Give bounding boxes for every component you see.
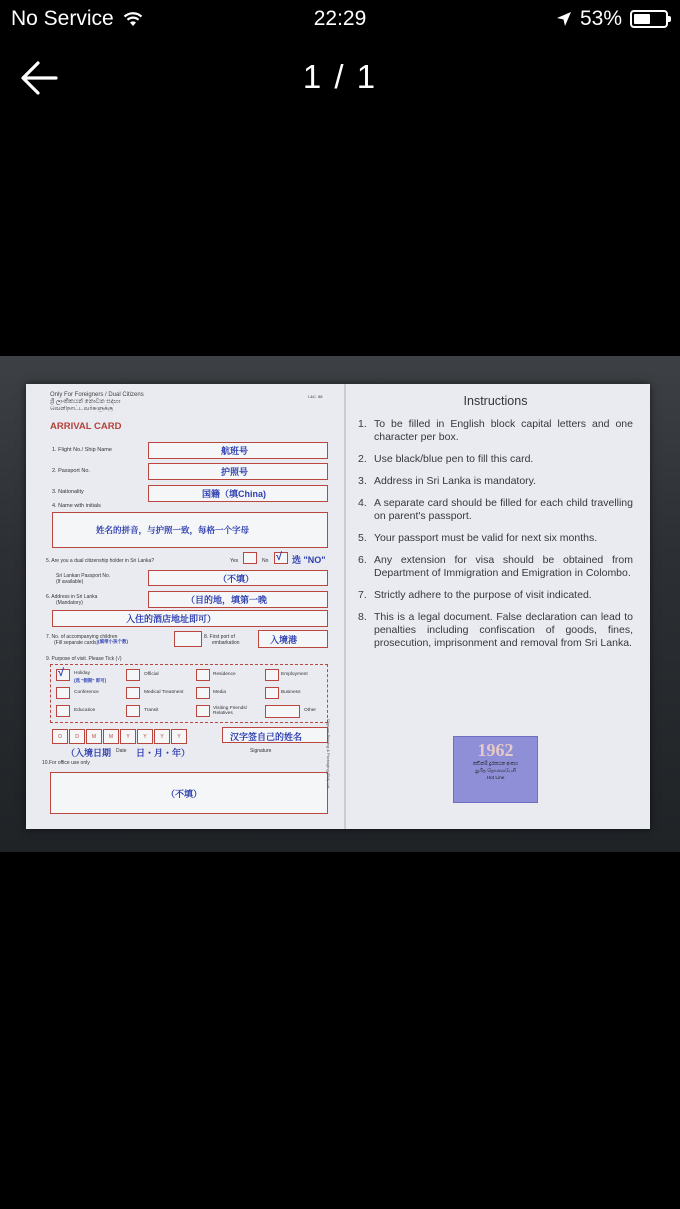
carrier-text: No Service [11, 7, 114, 30]
card-header-sinhala: ශ්‍රී ලාංකිකයන් නොවන සඳහා [50, 399, 121, 405]
address-handwriting-2: 入住的酒店地址即可） [126, 614, 217, 624]
purpose-media-checkbox[interactable] [196, 687, 210, 699]
purpose-label: 9. Purpose of visit. Please Tick (√) [46, 656, 122, 662]
purpose-medical-label: Medical Treatment [144, 690, 184, 695]
instruction-text: Any extension for visa should be obtained from Department of Immigration and Emigration in Colombo. [374, 554, 633, 579]
clock: 22:29 [313, 7, 367, 30]
purpose-official-checkbox[interactable] [126, 669, 140, 681]
instruction-number: 1. [358, 418, 367, 430]
purpose-education-label: Education [74, 708, 96, 713]
purpose-visiting-label: Visiting Friends/ Relatives [213, 706, 248, 716]
children-sub: (Fill separate cards) [54, 640, 99, 646]
printer-credit: Digicom Printing & Packaging (Pvt) Ltd. [326, 719, 331, 790]
children-handwriting: (填带小孩个数) [98, 639, 128, 644]
sl-passport-label: Sri Lankan Passport No. [56, 573, 111, 579]
address-sub: (Mandatory) [56, 600, 83, 606]
dual-yes-checkbox[interactable] [243, 552, 257, 564]
date-box[interactable]: Y [154, 729, 170, 744]
page-counter: 1 / 1 [302, 58, 378, 95]
port-sub: embarkation [212, 640, 240, 646]
no-label: No [262, 558, 269, 564]
status-right [556, 7, 668, 31]
hotline-number: 1962 [477, 740, 514, 760]
purpose-transit-checkbox[interactable] [126, 705, 140, 717]
instruction-text: A separate card should be filled for each child travelling on parent's passport. [374, 497, 633, 522]
hotline-tamil: துரித தொலைபேசி [475, 769, 516, 774]
name-label: 4. Name with initials [52, 503, 101, 509]
instruction-number: 5. [358, 532, 367, 544]
passport-handwriting: 护照号 [221, 467, 249, 477]
date-label: Date [116, 748, 127, 754]
instruction-text: Address in Sri Lanka is mandatory. [374, 475, 537, 487]
office-handwriting: （不填） [166, 789, 203, 799]
instructions-title: Instructions [463, 394, 528, 408]
instruction-item [358, 554, 633, 580]
dual-citizen-label: 5. Are you a dual citizenship holder in Sri Lanka? [46, 558, 155, 564]
form-code: I.&C. 58 [308, 394, 323, 399]
address-label: 6. Address in Sri Lanka [46, 594, 98, 600]
office-label: 10.For office use only [42, 760, 90, 766]
instruction-item [358, 532, 633, 545]
status-bar [0, 0, 680, 40]
instruction-item [358, 475, 633, 488]
instruction-text: Use black/blue pen to fill this card. [374, 453, 534, 465]
viewer-nav-bar [0, 48, 680, 104]
purpose-residence-checkbox[interactable] [196, 669, 210, 681]
instruction-number: 2. [358, 453, 367, 465]
purpose-visiting-checkbox[interactable] [196, 705, 210, 717]
date-box[interactable]: M [103, 729, 119, 744]
yes-label: Yes [230, 558, 239, 564]
hotline-sinhala: කඩිනම් දුරකථන අංකය [472, 762, 519, 767]
purpose-media-label: Media [213, 690, 227, 695]
purpose-conference-label: Conference [74, 690, 99, 695]
arrival-card [26, 384, 650, 829]
instruction-number: 3. [358, 475, 367, 487]
purpose-education-checkbox[interactable] [56, 705, 70, 717]
dual-handwriting: 选 "NO" [292, 555, 326, 565]
instruction-item [358, 611, 633, 650]
instruction-number: 7. [358, 589, 367, 601]
signature-handwriting: 汉字签自己的姓名 [230, 732, 303, 742]
nationality-label: 3. Nationality [52, 489, 84, 495]
purpose-business-label: Business [281, 690, 301, 695]
flight-label: 1. Flight No./ Ship Name [52, 447, 112, 453]
purpose-other-field[interactable] [265, 705, 300, 718]
purpose-holiday-label: Holiday [74, 671, 90, 676]
hotline-label: Hot Line [486, 776, 505, 781]
date-box[interactable]: Y [120, 729, 136, 744]
date-box[interactable]: M [86, 729, 102, 744]
instructions-panel [358, 394, 633, 659]
card-fold [344, 384, 346, 829]
instruction-item [358, 589, 633, 602]
sl-passport-sub: (If available) [56, 579, 84, 585]
battery-percent: 53% [579, 7, 622, 30]
battery-icon [630, 10, 668, 28]
purpose-employment-checkbox[interactable] [265, 669, 279, 681]
purpose-conference-checkbox[interactable] [56, 687, 70, 699]
port-handwriting: 入境港 [270, 635, 298, 645]
arrival-card-form [50, 392, 340, 432]
name-handwriting: 姓名的拼音，与护照一致，每格一个字母 [96, 525, 250, 535]
children-field[interactable] [174, 631, 202, 647]
sl-passport-handwriting: （不填） [218, 574, 255, 584]
purpose-official-label: Official [144, 672, 159, 677]
instruction-number: 4. [358, 497, 367, 509]
instruction-number: 8. [358, 611, 367, 623]
address-handwriting-1: （目的地，填第一晚 [186, 595, 268, 605]
flight-handwriting: 航班号 [221, 446, 249, 456]
date-box[interactable]: Y [137, 729, 153, 744]
purpose-business-checkbox[interactable] [265, 687, 279, 699]
signature-label: Signature [250, 748, 272, 754]
nationality-handwriting: 国籍（填China) [202, 489, 266, 499]
passport-label: 2. Passport No. [52, 468, 90, 474]
location-arrow-icon [556, 11, 572, 27]
purpose-employment-label: Employment [281, 672, 308, 677]
purpose-medical-checkbox[interactable] [126, 687, 140, 699]
card-header-tamil: வெளிநாட்டவர்களுக்கு [50, 406, 114, 412]
document-photo[interactable] [0, 356, 680, 852]
instruction-item [358, 497, 633, 523]
date-format-handwriting: 日・月・年） [136, 748, 191, 758]
card-title: ARRIVAL CARD [50, 421, 122, 432]
holiday-check-mark: √ [58, 667, 65, 679]
instruction-text: Strictly adhere to the purpose of visit indicated. [374, 589, 592, 601]
check-mark: √ [276, 551, 283, 563]
children-label: 7. No. of accompanying children [46, 634, 118, 640]
instruction-item [358, 453, 633, 466]
date-box[interactable]: D [69, 729, 85, 744]
instruction-item [358, 418, 633, 444]
instructions-list [358, 418, 633, 650]
date-box[interactable]: Y [171, 729, 187, 744]
instruction-text: Your passport must be valid for next six months. [374, 532, 598, 544]
purpose-transit-label: Transit [144, 708, 159, 713]
instruction-text: To be filled in English block capital letters and one character per box. [374, 418, 633, 443]
holiday-handwriting: (选 "假期" 即可) [74, 678, 107, 683]
hotline-badge [453, 736, 538, 803]
instruction-text: This is a legal document. False declaration can lead to penalties including confiscation of goods, fines, prosecution, imprisonment and removal from Sri Lanka. [374, 611, 633, 649]
date-handwriting: （入境日期 [66, 748, 112, 758]
date-boxes[interactable] [52, 729, 188, 744]
port-label: 8. First port of [204, 634, 235, 640]
card-header: Only For Foreigners / Dual Citizens [50, 392, 144, 398]
date-box[interactable]: D [52, 729, 68, 744]
purpose-other-label: Other [304, 708, 316, 713]
instruction-number: 6. [358, 554, 367, 566]
purpose-residence-label: Residence [213, 672, 236, 677]
